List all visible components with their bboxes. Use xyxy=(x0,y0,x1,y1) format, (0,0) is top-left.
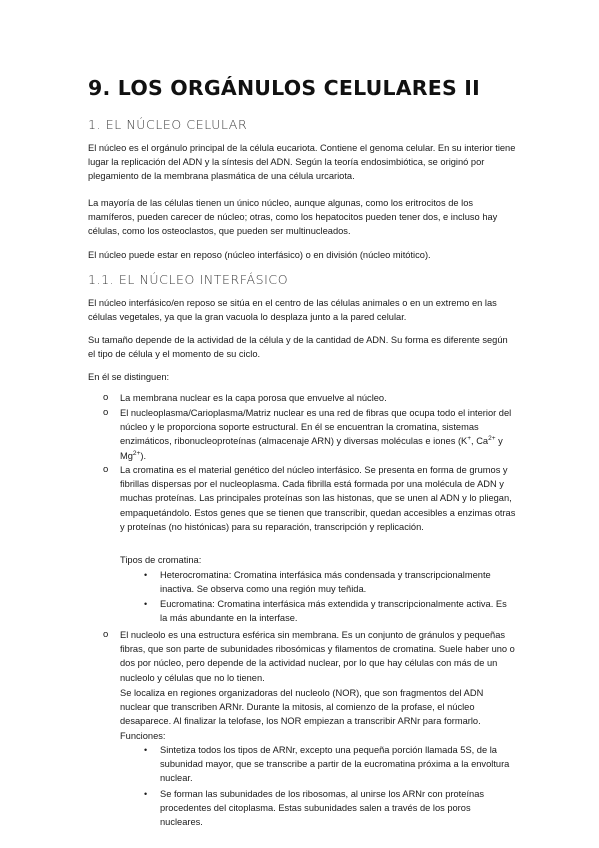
list-item-nor: Se localiza en regiones organizadoras del nucleolo (NOR), que son fragmentos del ADN nuclear que transcriben ARNr. Durante la mitosis, al comienzo de la profase, el núcleo desaparece. Al finalizar la telofase, los NOR empiezan a transcribir ARNr para formarlo. xyxy=(120,688,484,727)
list-bullet: o xyxy=(103,629,109,640)
paragraph-nucleo-intro: El núcleo es el orgánulo principal de la célula eucariota. Contiene el genoma celular. En su interior tiene lugar la replicación del ADN y la síntesis del ADN. Según la teoría endosimbiótica, se originó por plegamiento de la membrana plasmática de una célula urcariota. xyxy=(88,143,516,182)
sub-bullet: • xyxy=(144,599,148,609)
list-item-membrana: La membrana nuclear es la capa porosa que envuelve al núcleo. xyxy=(120,393,387,403)
list-bullet: o xyxy=(103,464,109,475)
list-subheading-funciones: Funciones: xyxy=(120,731,166,741)
sub-item-eucromatina: Eucromatina: Cromatina interfásica más extendida y transcripcionalmente activa. Es la más abundante en la interfase. xyxy=(160,599,507,624)
sub-bullet: • xyxy=(144,745,148,755)
list-item-nucleolo: El nucleolo es una estructura esférica sin membrana. Es un conjunto de gránulos y pequeñas fibras, que son parte de subunidades ribosómicas y filamentos de cromatina. Suele haber uno o dos por núcleo, pero depende de la actividad nuclear, por lo que hay células con más de un nucleolo y células que no lo tienen. xyxy=(120,630,515,683)
paragraph-interfasico-tamano: Su tamaño depende de la actividad de la célula y de la cantidad de ADN. Su forma es diferente según el tipo de célula y el momento de su ciclo. xyxy=(88,335,508,360)
sub-bullet: • xyxy=(144,789,148,799)
page-title: 9. LOS ORGÁNULOS CELULARES II xyxy=(88,76,480,100)
section-heading-nucleo-interfasico: 1.1. EL NÚCLEO INTERFÁSICO xyxy=(88,272,289,287)
section-heading-nucleo-celular: 1. EL NÚCLEO CELULAR xyxy=(88,117,248,132)
list-bullet: o xyxy=(103,407,109,418)
sub-item-funcion-sintesis: Sintetiza todos los tipos de ARNr, excepto una pequeña porción llamada 5S, de la subunidad mayor, que se transcribe a partir de la eucromatina próxima a la envoltura nuclear. xyxy=(160,745,510,784)
list-item-nucleoplasma: El nucleoplasma/Carioplasma/Matriz nuclear es una red de fibras que ocupa todo el interior del núcleo y le proporciona soporte estructural. En él se encuentran la cromatina, sistemas enzimáticos, ribonucleoproteínas (almacenaje ARN) y diversas moléculas e iones (K+, $Ca^{2+}$ y $Mg^{2+}$). xyxy=(120,408,512,461)
paragraph-nucleos-numero: La mayoría de las células tienen un único núcleo, aunque algunas, como los eritrocitos de los mamíferos, pueden carecer de núcleo; otras, como los hepatocitos pueden tener dos, e incluso hay células, como los osteoclastos, que pueden ser multinucleados. xyxy=(88,198,498,237)
paragraph-se-distinguen: En él se distinguen: xyxy=(88,372,170,382)
sub-bullet: • xyxy=(144,570,148,580)
paragraph-interfasico-ubicacion: El núcleo interfásico/en reposo se sitúa en el centro de las células animales o en un extremo en las células vegetales, ya que la gran vacuola lo desplaza junto a la pared celular. xyxy=(88,298,497,323)
list-item-cromatina: La cromatina es el material genético del núcleo interfásico. Se presenta en forma de grumos y fibrillas dispersas por el nucleoplasma. Cada fibrilla está formada por una molécula de ADN y muchas proteínas. Las principales proteínas son las histonas, que se unen al ADN y lo pliegan, empaquetándolo. Estos genes que se tienen que transcribir, quedan accesibles a enzimas otras y proteínas (no histónicas) para su reparación, transcripción y replicación. xyxy=(120,465,516,532)
sub-item-funcion-ribosomas: Se forman las subunidades de los ribosomas, al unirse los ARNr con proteínas procedentes del citoplasma. Estas subunidades salen a través de los poros nucleares. xyxy=(160,789,485,828)
list-bullet: o xyxy=(103,392,109,403)
list-subheading-tipos-cromatina: Tipos de cromatina: xyxy=(120,555,202,565)
sub-item-heterocromatina: Heterocromatina: Cromatina interfásica más condensada y transcripcionalmente inactiva. Se observa como una región muy teñida. xyxy=(160,570,491,595)
paragraph-nucleo-estados: El núcleo puede estar en reposo (núcleo interfásico) o en división (núcleo mitótico). xyxy=(88,250,431,260)
